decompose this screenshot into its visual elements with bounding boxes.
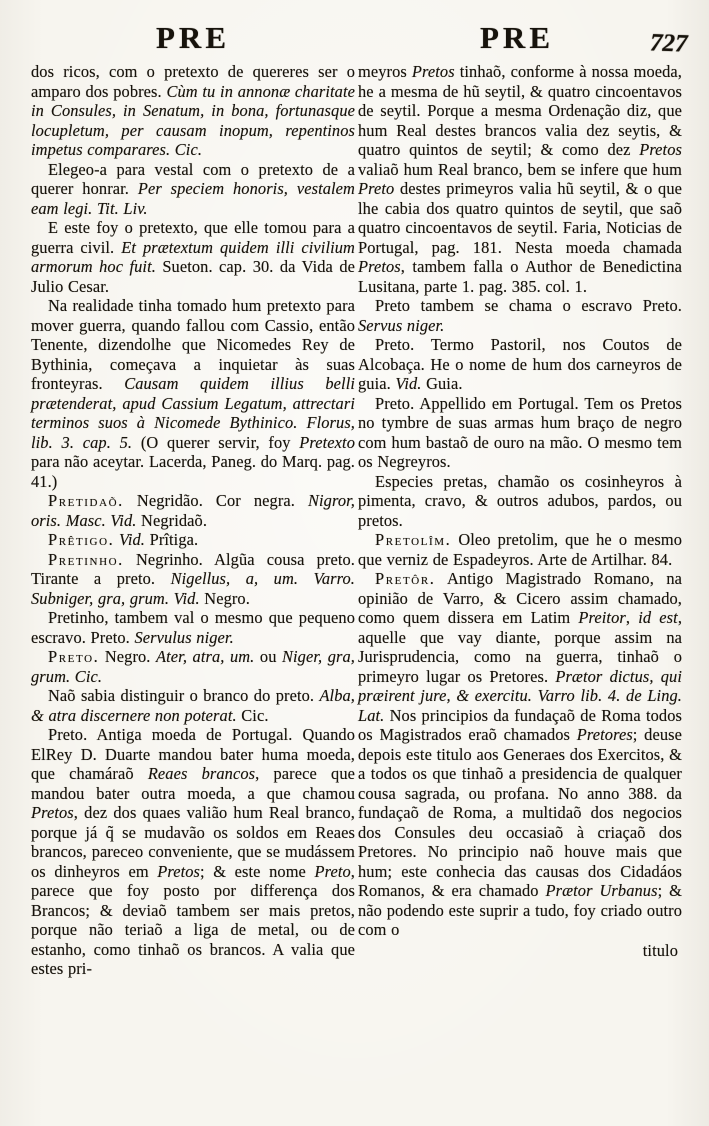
text-run: meyros [358, 62, 412, 81]
text-run: tinhaõ, conforme à nossa moeda, he a mesma de hũ seytil, & quatro cincoentavos de seytil. Porque a mesma Ordenação diz, que hum Real destes brancos valia dez seytis, & quatro quintos de seytil; & como dez [358, 62, 682, 159]
text-run: Per speciem honoris, vestalem eam legi. Tit. Liv. [31, 179, 355, 218]
text-run: (O querer servir, foy [140, 432, 300, 452]
paragraph [31, 647, 355, 686]
paragraph [31, 608, 355, 647]
text-run: Negridão. Cor negra. [123, 491, 308, 510]
text-run: valiaõ hum Real branco, bem se infere que hum [358, 159, 682, 179]
text-run: ; & não podendo este suprir a tudo, foy criado outro com o [358, 881, 682, 939]
text-run: E este foy o pretexto, que elle tomou para a guerra civil. [31, 218, 355, 257]
text-run: Servus niger. [358, 315, 445, 335]
paragraph [31, 218, 355, 296]
text-run: Et prætextum quidem illi civilium armorum hoc fuit. [31, 237, 355, 276]
paragraph [358, 296, 682, 335]
text-run: ou [254, 647, 282, 666]
text-run: Prîtiga. [145, 530, 199, 549]
text-run: Nigellus, a, um. Varro. Subniger, gra, grum. Vid. [31, 569, 355, 608]
text-run: Pretinho, tambem val o mesmo que pequeno escravo. Preto. [31, 608, 355, 647]
text-run: Nos principios da fundaçaõ de Roma todos os Magistrados eraõ chamados [358, 705, 682, 744]
text-run: Cùm tu in annonæ charitate in Consules, in Senatum, in bona, fortunasque locupletum, per causam inopum, repentinos impetus comparares. Cic. [31, 81, 356, 159]
text-run: Niger, gra, grum. Cic. [31, 647, 355, 686]
text-run: Antigo Magistrado Romano, na opinião de Varro, & Cicero assim chamado, como quem dissera em Latim [358, 569, 682, 627]
text-column-left [31, 62, 355, 979]
text-column-right [358, 62, 682, 960]
paragraph [358, 530, 682, 569]
text-run: Guia. [421, 374, 463, 393]
paragraph [31, 296, 355, 491]
text-run: Negro. [99, 647, 157, 666]
text-run: Servulus niger. [134, 627, 234, 647]
text-run: Na realidade tinha tomado hum pretexto para mover guerra, quando fallou com Cassio, então Tenente, dizendolhe que Nicomedes Rey de Bythinia, começava a inquietar às suas fronteyras. [31, 296, 355, 393]
text-run: Sueton. cap. 30. da Vida de Julio Cesar. [31, 257, 355, 296]
text-run: Elegeo-a para vestal com o pretexto de a querer honrar. [31, 159, 355, 198]
catchword: titulo [642, 940, 678, 960]
text-run: Pretos [358, 257, 401, 276]
text-run: Negro. [199, 588, 250, 608]
text-run: Preto. Appellido em Portugal. Tem os Pretos no tymbre de suas armas hum braço de negro com hum bastaõ de ouro na mão. O mesmo tem os Negreyros. [358, 393, 682, 471]
paragraph [358, 569, 682, 940]
text-run: , dez dos quaes valião hum Real branco, porque já q̃ se mudavão os soldos em Reaes brancos, pareceo conveniente, que se mudássem os dinheyros em [31, 803, 355, 881]
text-run: Especies pretas, chamão os cosinheyros à pimenta, cravo, & outros adubos, pardos, ou pretos. [358, 471, 682, 530]
entry-headword: Pretidaõ. [48, 491, 124, 510]
paragraph [358, 335, 682, 394]
text-run: Nigror, oris. Masc. Vid. [31, 491, 355, 530]
text-run: Pretexto [299, 432, 356, 452]
entry-headword: Pretôr. [375, 569, 436, 588]
text-run: Ater, atra, um. [156, 647, 255, 666]
text-run: ; & este nome [200, 861, 315, 881]
text-run: Preto [358, 179, 395, 198]
page-number: 727 [649, 29, 688, 58]
text-run: Alba, & atra discernere non poterat. [31, 686, 355, 725]
text-run: Preitor [578, 608, 626, 627]
text-run: Causam quidem illius belli prætenderat, apud Cassium Legatum, attrectari terminos suos à Nicomede Bythinico. Florus, lib. 3. cap. 5. [31, 374, 355, 452]
text-run: Prætor Urbanus [545, 881, 658, 900]
text-run: Preto. Termo Pastoril, nos Coutos de Alcobaça. He o nome de hum dos carneyros de guia. [358, 335, 682, 393]
text-run: id est [638, 608, 678, 627]
text-run: , parece que foy posto por differença dos Brancos; & deviaõ tambem ser mais pretos, porque não teriaõ a liga de metal, ou de estanho, como tinhaõ os brancos. A valia que estes pri- [31, 861, 355, 978]
text-run: , tambem falla o Author de Benedictina Lusitana, parte 1. pag. 385. col. 1. [358, 257, 682, 296]
text-run: Pretos [31, 803, 74, 822]
text-run: Negrinho. Algũa cousa preto. Tirante a preto. [31, 549, 355, 588]
text-run: Cic. [241, 705, 269, 725]
entry-headword: Prêtigo. [48, 530, 115, 549]
paragraph [31, 550, 355, 609]
text-run: dos ricos, com o pretexto de quereres ser o amparo dos pobres. [31, 62, 355, 101]
text-run: Negridaõ. [136, 510, 208, 530]
text-run: Vid. [118, 530, 145, 549]
text-run: Preto tambem se chama o escravo Preto. [375, 296, 682, 315]
paragraph [358, 394, 682, 472]
text-run: Pretos [411, 62, 455, 81]
text-run: Pretos [639, 140, 682, 159]
entry-headword: Preto. [48, 647, 100, 666]
text-run: Pretores [576, 725, 633, 744]
text-run: Preto [314, 861, 351, 881]
text-run: Pretos [157, 861, 201, 881]
paragraph [31, 160, 355, 219]
text-run: para não aceytar. Lacerda, Paneg. do Marq. pag. 41.) [31, 452, 355, 491]
entry-headword: Pretolîm. [375, 530, 452, 549]
text-run: Oleo pretolim, que he o mesmo que verniz de Espadeyros. Arte de Artilhar. 84. [358, 530, 682, 569]
paragraph [358, 62, 682, 296]
text-run: Prætor dictus, qui præirent jure, & exercitu. Varro lib. 4. de Ling. Lat. [358, 666, 682, 725]
running-head-right: PRE [480, 20, 554, 55]
text-run: Preto. Antiga moeda de Portugal. Quando ElRey D. Duarte mandou bater huma moeda, que chamáraõ [31, 725, 355, 783]
text-run: Naõ sabia distinguir o branco do preto. [48, 686, 320, 705]
text-run: ; deuse depois este titulo aos Generaes dos Exercitos, & a todos os que tinhaõ a presidencia de qualquer cousa sagrada, ou profana. No anno 388. da fundaçaõ de Roma, a multidaõ dos negocios dos Consules deu occasiaõ à criaçaõ dos Pretores. No principio naõ houve mais que hum; este conhecia das causas dos Cidadáos Romanos, & era chamado [358, 725, 682, 900]
paragraph [358, 472, 682, 531]
text-run: destes primeyros valia hũ seytil, & o que lhe cabia dos quatro quintos de seytil, que saõ quatro cincoentavos de seytil. Faria, Noticias de Portugal, pag. 181. Nesta moeda chamada [358, 179, 682, 257]
text-run: , parece que mandou bater outra moeda, a que chamou [31, 764, 355, 803]
paragraph [31, 530, 355, 550]
running-head-left: PRE [156, 20, 230, 55]
paragraph [31, 491, 355, 530]
paragraph [31, 686, 355, 725]
paragraph [31, 62, 355, 160]
text-run: Vid. [395, 374, 422, 393]
paragraph [31, 725, 355, 979]
entry-headword: Pretinho. [48, 549, 124, 569]
text-run: , aquelle que vay diante, porque assim na Jurisprudencia, como na guerra, tinhaõ o primeyro lugar os Pretores. [358, 608, 683, 686]
text-run: , [625, 608, 639, 627]
text-run: Reaes brancos [147, 764, 256, 783]
